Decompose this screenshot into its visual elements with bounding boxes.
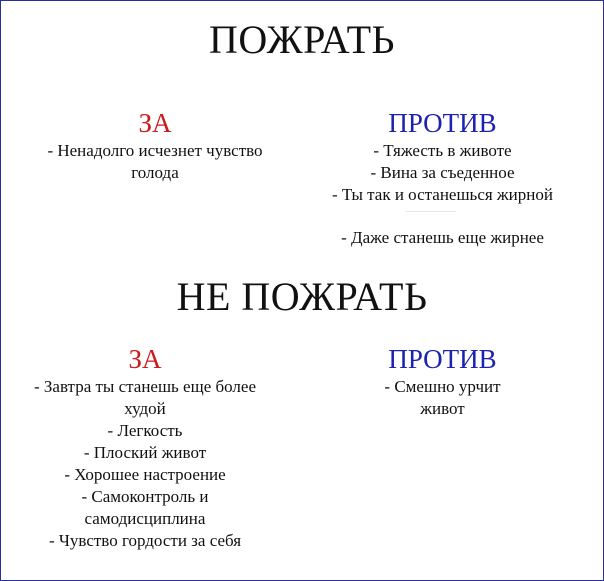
section1-protiv-column (300, 108, 585, 206)
section1-title: ПОЖРАТЬ (208, 17, 396, 62)
section1-protiv-extra-item: - Даже станешь еще жирнее (341, 228, 544, 247)
list-item: - Вина за съеденное (370, 163, 515, 182)
list-item: худой (124, 399, 166, 418)
section1-za-header: ЗА (138, 108, 172, 138)
list-item: - Самоконтроль и (81, 487, 209, 506)
section2-za-list (0, 376, 290, 552)
section1-protiv-header: ПРОТИВ (388, 108, 497, 138)
section1-za-column (10, 108, 300, 184)
list-item: - Ненадолго исчезнет чувство (47, 141, 263, 160)
list-item: - Хорошее настроение (64, 465, 226, 484)
section1-protiv-list (300, 140, 585, 206)
section2-za-column (0, 344, 290, 552)
faint-divider (406, 211, 456, 212)
list-item: - Смешно урчит (384, 377, 501, 396)
list-item: - Завтра ты станешь еще более (33, 377, 256, 396)
section2-title: НЕ ПОЖРАТЬ (176, 274, 428, 319)
list-item: - Легкость (107, 421, 183, 440)
section2-protiv-header: ПРОТИВ (388, 344, 497, 374)
list-item: - Ты так и останешься жирной (332, 185, 553, 204)
section2-za-header: ЗА (128, 344, 162, 374)
list-item: - Тяжесть в животе (373, 141, 512, 160)
list-item: - Чувство гордости за себя (48, 531, 242, 550)
section2-protiv-list (300, 376, 585, 420)
list-item: живот (420, 399, 465, 418)
section1-za-list (10, 140, 300, 184)
list-item: голода (131, 163, 179, 182)
list-item: самодисциплина (84, 509, 206, 528)
section2-protiv-column (300, 344, 585, 420)
list-item: - Плоский живот (83, 443, 207, 462)
